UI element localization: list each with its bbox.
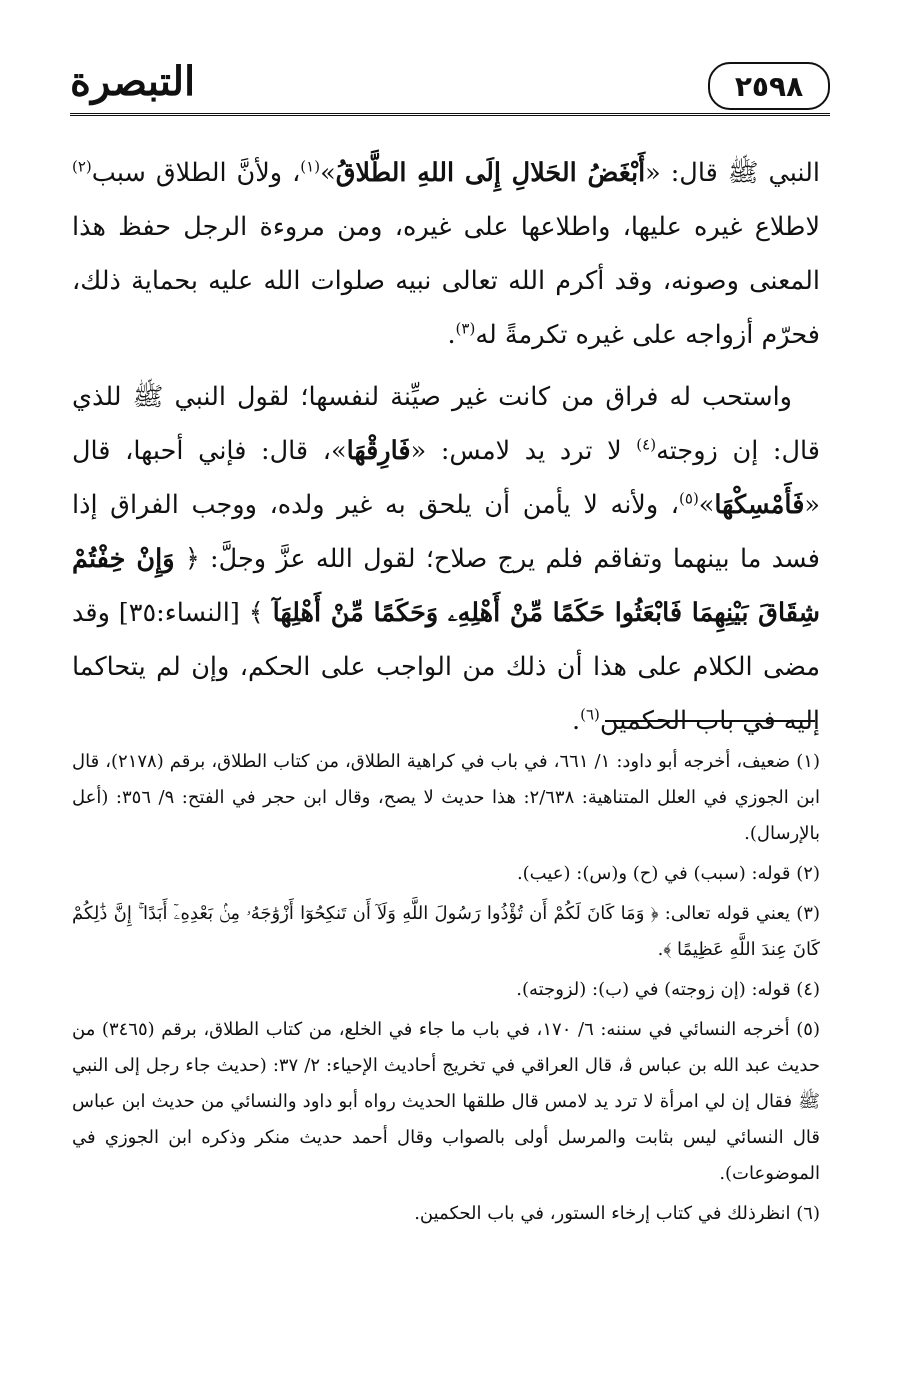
quran-verse: وَإِنْ خِفْتُمْ شِقَاقَ بَيْنِهِمَا فَابْعَثُوا حَكَمًا مِّنْ أَهْلِهِۦ وَحَكَمًا مِّنْ أَهْلِهَآ [72, 544, 820, 628]
main-text [72, 146, 820, 756]
footnote-ref-3[interactable]: (٣) [455, 319, 476, 338]
paragraph-1 [72, 146, 820, 362]
hadith-quote: فَارِقْهَا [346, 436, 411, 466]
footnote-ref-5[interactable]: (٥) [679, 489, 699, 508]
footnote-2: (٢) قوله: (سبب) في (ح) و(س): (عيب). [516, 863, 820, 884]
text-run: لا ترد يد لامس: « [410, 436, 637, 466]
footnote-5: (٥) أخرجه النسائي في سننه: ٦/ ١٧٠، في باب ما جاء في الخلع، من كتاب الطلاق، برقم (٣٤٦٥) من حديث عبد الله بن عباس ﭬ، قال العراقي في تخريج أحاديث الإحياء: ٢/ ٣٧: (حديث جاء رجل إلى النبي ﷺ فقال إن لي امرأة لا ترد يد لامس قال طلقها الحديث رواه أبو داود والنسائي من حديث ابن عباس قال النسائي ليس بثابت والمرسل أولى بالصواب وقال أحمد حديث منكر وذكره ابن الجوزي في الموضوعات). [72, 1019, 820, 1184]
footnote-ref-1[interactable]: (١) [300, 157, 321, 176]
text-run: النبي ﷺ قال: « [645, 158, 820, 188]
text-run: ، ولأنَّ الطلاق سبب [91, 158, 301, 188]
footnote-ref-4[interactable]: (٤) [636, 435, 657, 454]
hadith-quote: فَأَمْسِكْهَا [714, 490, 805, 520]
header-divider [70, 113, 830, 116]
footnote-4: (٤) قوله: (إن زوجته) في (ب): (لزوجته). [516, 979, 820, 1000]
page-number: ٢٥٩٨ [734, 69, 804, 103]
book-title: التبصرة [70, 58, 196, 105]
hadith-quote: أَبْغَضُ الحَلالِ إِلَى اللهِ الطَّلاقُ [335, 158, 646, 188]
text-run: ، ولأنه لا يأمن أن يلحق به غير ولده، ووجب الفراق إذا فسد ما بينهما وتفاقم فلم يرج صلاح؛ لقول الله عزَّ وجلَّ: ﴿ [72, 490, 820, 574]
text-run: ﴾ [النساء:٣٥] وقد مضى الكلام على هذا أن ذلك من الواجب على الحكم، وإن لم يتحاكما إليه في باب الحكمين [72, 598, 820, 736]
text-run: لاطلاع غيره عليها، واطلاعها على غيره، ومن مروءة الرجل حفظ هذا المعنى وصونه، وقد أكرم الله تعالى نبيه صلوات الله عليه بحماية ذلك، فحرّم أزواجه على غيره تكرمةً له [72, 212, 820, 350]
footnote-ref-6[interactable]: (٦) [580, 705, 600, 724]
text-run: » [320, 158, 336, 188]
text-run: »، قال: فإني أحبها، قال « [72, 436, 820, 520]
page-number-badge [708, 62, 830, 110]
footnotes [72, 744, 820, 1236]
footnote-6: (٦) انظرذلك في كتاب إرخاء الستور، في باب الحكمين. [414, 1203, 820, 1224]
footnote-3: (٣) يعني قوله تعالى: ﴿ وَمَا كَانَ لَكُمْ أَن تُؤْذُوا رَسُولَ اللَّهِ وَلَآ أَن تَنكِحُوٓا أَزْوَٰجَهُۥ مِنۢ بَعْدِهِۦٓ أَبَدًا ۚ إِنَّ ذَٰلِكُمْ كَانَ عِندَ اللَّهِ عَظِيمًا ﴾. [72, 903, 820, 960]
footnote-1: (١) ضعيف، أخرجه أبو داود: ١/ ٦٦١، في باب في كراهية الطلاق، من كتاب الطلاق، برقم (٢١٧٨)، قال ابن الجوزي في العلل المتناهية: ٢/٦٣٨: هذا حديث لا يصح، وقال ابن حجر في الفتح: ٩/ ٣٥٦: (أعل بالإرسال). [72, 751, 820, 844]
text-run: . [447, 320, 456, 350]
page-header [70, 54, 830, 118]
text-run: » [698, 490, 715, 520]
footnote-ref-2[interactable]: (٢) [72, 157, 92, 176]
footnote-separator [605, 720, 815, 722]
text-run: . [572, 706, 581, 736]
text-run: واستحب له فراق من كانت غير صيِّنة لنفسها؛ لقول النبي ﷺ للذي قال: إن زوجته [72, 382, 821, 466]
paragraph-2 [72, 370, 820, 748]
